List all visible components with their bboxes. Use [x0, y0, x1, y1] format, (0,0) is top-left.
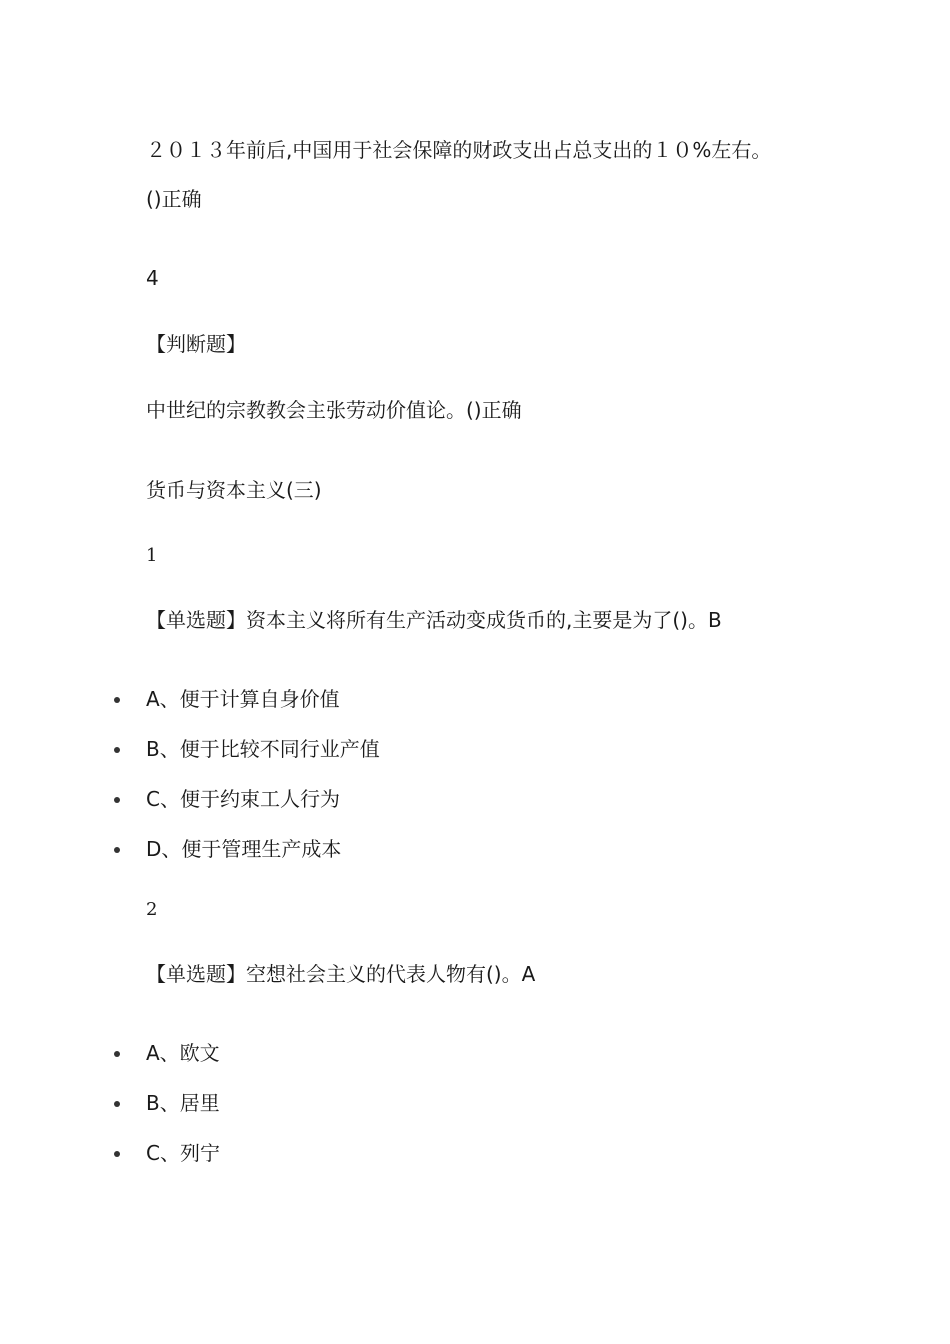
question-statement: 中世纪的宗教教会主张劳动价值论。()正确 — [146, 398, 522, 422]
bullet-icon — [114, 747, 120, 753]
question-text: 【单选题】空想社会主义的代表人物有()。A — [146, 962, 536, 986]
bullet-icon — [114, 697, 120, 703]
option-item: D、便于管理生产成本 — [146, 837, 342, 861]
bullet-icon — [114, 797, 120, 803]
question-statement: ２０１３年前后,中国用于社会保障的财政支出占总支出的１０%左右。 — [146, 138, 772, 162]
option-item: B、便于比较不同行业产值 — [146, 737, 380, 761]
option-item: A、便于计算自身价值 — [146, 687, 340, 711]
question-type: 【判断题】 — [146, 332, 246, 356]
question-number: 1 — [146, 545, 158, 566]
bullet-icon — [114, 1151, 120, 1157]
question-number: 2 — [146, 899, 158, 920]
option-item: C、便于约束工人行为 — [146, 787, 340, 811]
option-item: C、列宁 — [146, 1141, 220, 1165]
question-number: 4 — [146, 266, 159, 290]
question-answer: ()正确 — [146, 187, 202, 211]
bullet-icon — [114, 1051, 120, 1057]
section-title: 货币与资本主义(三) — [146, 478, 322, 502]
option-item: B、居里 — [146, 1091, 220, 1115]
bullet-icon — [114, 847, 120, 853]
option-item: A、欧文 — [146, 1041, 220, 1065]
bullet-icon — [114, 1101, 120, 1107]
question-text: 【单选题】资本主义将所有生产活动变成货币的,主要是为了()。B — [146, 608, 722, 632]
